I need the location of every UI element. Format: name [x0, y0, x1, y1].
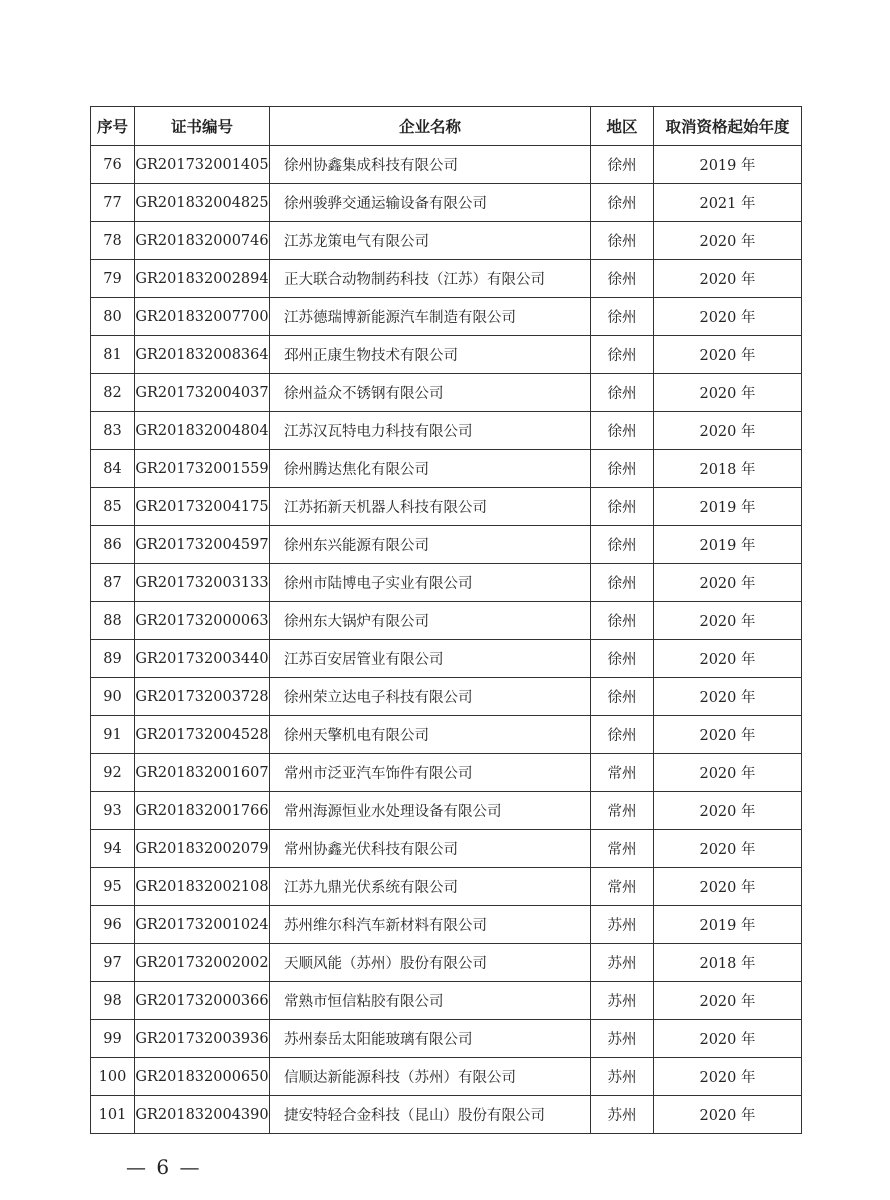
cell-cert-number: GR201832001607 [135, 754, 270, 792]
table-row [91, 450, 802, 488]
cell-cert-number: GR201832002894 [135, 260, 270, 298]
cell-company-name: 苏州维尔科汽车新材料有限公司 [270, 906, 591, 944]
cell-cert-number: GR201832004804 [135, 412, 270, 450]
table-row [91, 906, 802, 944]
cell-region: 常州 [591, 792, 654, 830]
cell-region: 徐州 [591, 526, 654, 564]
table-row [91, 336, 802, 374]
cell-cert-number: GR201832004825 [135, 184, 270, 222]
cell-cert-number: GR201732003936 [135, 1020, 270, 1058]
cell-year: 2020 年 [654, 374, 802, 412]
cell-cert-number: GR201732004528 [135, 716, 270, 754]
table-row [91, 526, 802, 564]
table-row [91, 754, 802, 792]
cell-company-name: 徐州东兴能源有限公司 [270, 526, 591, 564]
cell-cert-number: GR201832004390 [135, 1096, 270, 1134]
cell-year: 2020 年 [654, 754, 802, 792]
cell-year: 2020 年 [654, 602, 802, 640]
company-table [90, 106, 802, 1134]
cell-region: 常州 [591, 868, 654, 906]
cell-region: 徐州 [591, 450, 654, 488]
cell-index: 89 [91, 640, 135, 678]
table-row [91, 716, 802, 754]
table-row [91, 1020, 802, 1058]
cell-cert-number: GR201732003133 [135, 564, 270, 602]
cell-cert-number: GR201732000063 [135, 602, 270, 640]
cell-company-name: 江苏龙策电气有限公司 [270, 222, 591, 260]
cell-index: 90 [91, 678, 135, 716]
cell-year: 2019 年 [654, 146, 802, 184]
cell-company-name: 徐州腾达焦化有限公司 [270, 450, 591, 488]
cell-year: 2020 年 [654, 412, 802, 450]
cell-year: 2020 年 [654, 868, 802, 906]
cell-region: 徐州 [591, 336, 654, 374]
cell-index: 93 [91, 792, 135, 830]
cell-region: 徐州 [591, 488, 654, 526]
cell-cert-number: GR201832000650 [135, 1058, 270, 1096]
cell-company-name: 常熟市恒信粘胶有限公司 [270, 982, 591, 1020]
table-row [91, 1058, 802, 1096]
cell-company-name: 常州海源恒业水处理设备有限公司 [270, 792, 591, 830]
table-row [91, 222, 802, 260]
cell-region: 常州 [591, 754, 654, 792]
cell-index: 94 [91, 830, 135, 868]
cell-cert-number: GR201832007700 [135, 298, 270, 336]
cell-company-name: 徐州益众不锈钢有限公司 [270, 374, 591, 412]
cell-index: 87 [91, 564, 135, 602]
table-row [91, 830, 802, 868]
header-cert-number: 证书编号 [135, 107, 270, 146]
cell-year: 2020 年 [654, 830, 802, 868]
cell-region: 徐州 [591, 260, 654, 298]
cell-index: 84 [91, 450, 135, 488]
cell-year: 2018 年 [654, 944, 802, 982]
cell-cert-number: GR201732003440 [135, 640, 270, 678]
cell-year: 2020 年 [654, 1096, 802, 1134]
cell-company-name: 江苏九鼎光伏系统有限公司 [270, 868, 591, 906]
cell-cert-number: GR201732004175 [135, 488, 270, 526]
cell-region: 徐州 [591, 146, 654, 184]
cell-year: 2020 年 [654, 1058, 802, 1096]
cell-year: 2021 年 [654, 184, 802, 222]
cell-region: 徐州 [591, 564, 654, 602]
cell-region: 徐州 [591, 374, 654, 412]
cell-year: 2020 年 [654, 564, 802, 602]
cell-cert-number: GR201832008364 [135, 336, 270, 374]
cell-index: 76 [91, 146, 135, 184]
cell-year: 2019 年 [654, 526, 802, 564]
cell-company-name: 徐州东大锅炉有限公司 [270, 602, 591, 640]
cell-company-name: 徐州天擎机电有限公司 [270, 716, 591, 754]
cell-year: 2019 年 [654, 488, 802, 526]
cell-cert-number: GR201732002002 [135, 944, 270, 982]
cell-index: 97 [91, 944, 135, 982]
table-row [91, 184, 802, 222]
cell-company-name: 徐州荣立达电子科技有限公司 [270, 678, 591, 716]
cell-region: 徐州 [591, 412, 654, 450]
cell-company-name: 徐州协鑫集成科技有限公司 [270, 146, 591, 184]
table-row [91, 564, 802, 602]
cell-index: 100 [91, 1058, 135, 1096]
cell-index: 85 [91, 488, 135, 526]
page-number: — 6 — [126, 1155, 202, 1179]
cell-cert-number: GR201732000366 [135, 982, 270, 1020]
table-row [91, 792, 802, 830]
table-body [91, 146, 802, 1134]
cell-index: 91 [91, 716, 135, 754]
cell-company-name: 江苏拓新天机器人科技有限公司 [270, 488, 591, 526]
cell-region: 徐州 [591, 184, 654, 222]
cell-index: 98 [91, 982, 135, 1020]
table-row [91, 298, 802, 336]
table-row [91, 640, 802, 678]
cell-company-name: 江苏汉瓦特电力科技有限公司 [270, 412, 591, 450]
cell-region: 苏州 [591, 1020, 654, 1058]
cell-index: 86 [91, 526, 135, 564]
cell-region: 苏州 [591, 1058, 654, 1096]
cell-year: 2018 年 [654, 450, 802, 488]
cell-cert-number: GR201832002079 [135, 830, 270, 868]
cell-region: 徐州 [591, 640, 654, 678]
cell-company-name: 徐州骏骅交通运输设备有限公司 [270, 184, 591, 222]
table-row [91, 146, 802, 184]
cell-index: 101 [91, 1096, 135, 1134]
cell-year: 2020 年 [654, 298, 802, 336]
cell-company-name: 邳州正康生物技术有限公司 [270, 336, 591, 374]
cell-year: 2020 年 [654, 792, 802, 830]
table-row [91, 1096, 802, 1134]
cell-cert-number: GR201732001405 [135, 146, 270, 184]
cell-company-name: 江苏百安居管业有限公司 [270, 640, 591, 678]
cell-company-name: 天顺风能（苏州）股份有限公司 [270, 944, 591, 982]
cell-year: 2020 年 [654, 1020, 802, 1058]
cell-index: 82 [91, 374, 135, 412]
cell-index: 83 [91, 412, 135, 450]
cell-region: 常州 [591, 830, 654, 868]
cell-index: 96 [91, 906, 135, 944]
cell-company-name: 正大联合动物制药科技（江苏）有限公司 [270, 260, 591, 298]
cell-year: 2020 年 [654, 716, 802, 754]
cell-index: 77 [91, 184, 135, 222]
header-region: 地区 [591, 107, 654, 146]
cell-year: 2020 年 [654, 260, 802, 298]
cell-cert-number: GR201732004597 [135, 526, 270, 564]
cell-index: 95 [91, 868, 135, 906]
cell-company-name: 常州协鑫光伏科技有限公司 [270, 830, 591, 868]
cell-cert-number: GR201832001766 [135, 792, 270, 830]
header-index: 序号 [91, 107, 135, 146]
cell-index: 92 [91, 754, 135, 792]
cell-cert-number: GR201732001024 [135, 906, 270, 944]
cell-index: 78 [91, 222, 135, 260]
header-company-name: 企业名称 [270, 107, 591, 146]
cell-index: 99 [91, 1020, 135, 1058]
cell-year: 2019 年 [654, 906, 802, 944]
table-row [91, 412, 802, 450]
cell-cert-number: GR201832000746 [135, 222, 270, 260]
cell-year: 2020 年 [654, 336, 802, 374]
cell-company-name: 捷安特轻合金科技（昆山）股份有限公司 [270, 1096, 591, 1134]
cell-index: 88 [91, 602, 135, 640]
cell-company-name: 常州市泛亚汽车饰件有限公司 [270, 754, 591, 792]
cell-region: 徐州 [591, 716, 654, 754]
cell-region: 徐州 [591, 298, 654, 336]
cell-company-name: 徐州市陆博电子实业有限公司 [270, 564, 591, 602]
table-row [91, 944, 802, 982]
cell-year: 2020 年 [654, 678, 802, 716]
cell-region: 徐州 [591, 602, 654, 640]
table-row [91, 260, 802, 298]
cell-region: 苏州 [591, 906, 654, 944]
cell-region: 徐州 [591, 678, 654, 716]
cell-cert-number: GR201732004037 [135, 374, 270, 412]
cell-year: 2020 年 [654, 222, 802, 260]
cell-region: 徐州 [591, 222, 654, 260]
table-row [91, 982, 802, 1020]
cell-year: 2020 年 [654, 640, 802, 678]
cell-year: 2020 年 [654, 982, 802, 1020]
cell-region: 苏州 [591, 982, 654, 1020]
table-row [91, 868, 802, 906]
table-row [91, 488, 802, 526]
table-row [91, 374, 802, 412]
cell-region: 苏州 [591, 944, 654, 982]
cell-index: 79 [91, 260, 135, 298]
cell-cert-number: GR201732003728 [135, 678, 270, 716]
cell-cert-number: GR201832002108 [135, 868, 270, 906]
cell-cert-number: GR201732001559 [135, 450, 270, 488]
header-year: 取消资格起始年度 [654, 107, 802, 146]
table-header-row [91, 107, 802, 146]
cell-index: 80 [91, 298, 135, 336]
table-row [91, 678, 802, 716]
cell-company-name: 信顺达新能源科技（苏州）有限公司 [270, 1058, 591, 1096]
cell-company-name: 苏州泰岳太阳能玻璃有限公司 [270, 1020, 591, 1058]
cell-region: 苏州 [591, 1096, 654, 1134]
table-row [91, 602, 802, 640]
cell-index: 81 [91, 336, 135, 374]
cell-company-name: 江苏德瑞博新能源汽车制造有限公司 [270, 298, 591, 336]
